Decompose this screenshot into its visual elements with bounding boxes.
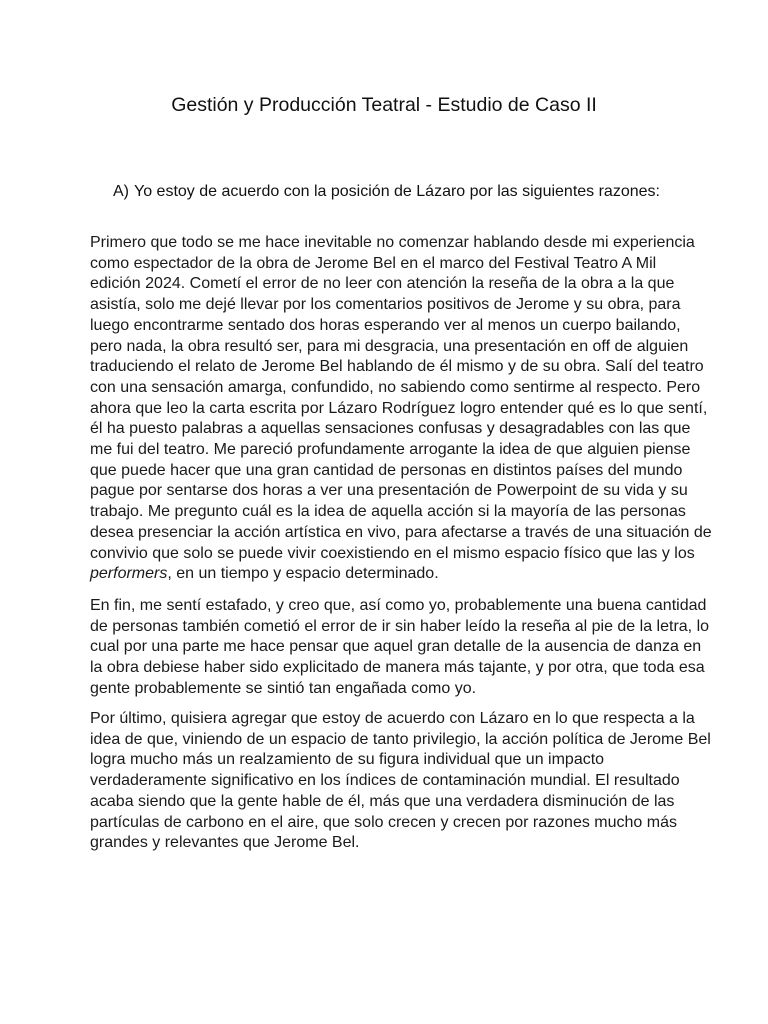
text-line: Por último, quisiera agregar que estoy de acuerdo con Lázaro en lo que respecta a la [90, 710, 695, 727]
text-line: que puede hacer que una gran cantidad de personas en distintos países del mundo [90, 461, 683, 479]
text-line: acaba siendo que la gente hable de él, más que una verdadera disminución de las [90, 792, 675, 810]
text-line: con una sensación amarga, confundido, no sabiendo como sentirme al respecto. Pero [90, 378, 701, 396]
text-line: verdaderamente significativo en los índices de contaminación mundial. El resultado [90, 772, 680, 790]
text-line: él ha puesto palabras a aquellas sensaciones confusas y desagradables con las que [90, 420, 691, 438]
paragraph-2 [90, 596, 710, 700]
text-line: edición 2024. Cometí el error de no leer con atención la reseña de la obra a la que [90, 275, 675, 293]
text-line: me fui del teatro. Me pareció profundamente arrogante la idea de que alguien piense [90, 441, 691, 459]
list-marker: A) [113, 183, 129, 200]
text-line: pague por sentarse dos horas a ver una presentación de Powerpoint de su vida y su [90, 482, 688, 500]
text-line: como espectador de la obra de Jerome Bel en el marco del Festival Teatro A Mil [90, 254, 657, 272]
text-line: desea presenciar la acción artística en vivo, para afectarse a través de una situación de [90, 523, 712, 541]
text-fragment: , en un tiempo y espacio determinado. [167, 565, 439, 583]
list-item-a [113, 181, 713, 203]
text-line: luego encontrarme sentado dos horas esperando ver al menos un cuerpo bailando, [90, 316, 681, 334]
text-line: En fin, me sentí estafado, y creo que, así como yo, probablemente una buena cantidad [90, 597, 707, 614]
text-line: la obra debiese haber sido explicitado de manera más tajante, y por otra, que toda esa [90, 659, 705, 677]
text-line: grandes y relevantes que Jerome Bel. [90, 834, 360, 852]
text-line: pero nada, la obra resultó ser, para mi desgracia, una presentación en off de alguien [90, 337, 689, 355]
text-line: gente probablemente se sintió tan engañada como yo. [90, 679, 477, 697]
text-line: convivio que solo se puede vivir coexistiendo en el mismo espacio físico que las y los [90, 544, 695, 562]
text-line-last [90, 564, 690, 585]
text-line: trabajo. Me pregunto cuál es la idea de aquella acción si la mayoría de las personas [90, 503, 686, 521]
text-line: Primero que todo se me hace inevitable no comenzar hablando desde mi experiencia [90, 234, 695, 251]
text-line: partículas de carbono en el aire, que solo crecen y crecen por razones mucho más [90, 813, 677, 831]
text-line: idea de que, viniendo de un espacio de tanto privilegio, la acción política de Jerome Bel [90, 730, 711, 748]
paragraph-1 [90, 233, 712, 585]
text-line: de personas también cometió el error de ir sin haber leído la reseña al pie de la letra, lo [90, 617, 710, 635]
text-line: cual por una parte me hace pensar que aquel gran detalle de la ausencia de danza en [90, 638, 702, 656]
italic-term: performers [90, 565, 168, 583]
text-line: ahora que leo la carta escrita por Lázaro Rodríguez logro entender qué es lo que sentí, [90, 399, 708, 417]
paragraph-3 [90, 709, 711, 854]
document-title: Gestión y Producción Teatral - Estudio de Caso II [171, 94, 597, 116]
text-line: asistía, solo me dejé llevar por los comentarios positivos de Jerome y su obra, para [90, 296, 681, 314]
list-item-text: Yo estoy de acuerdo con la posición de Lázaro por las siguientes razones: [134, 183, 660, 200]
text-line: traduciendo el relato de Jerome Bel hablando de él mismo y de su obra. Salí del teatro [90, 358, 704, 376]
text-line: logra mucho más un realzamiento de su figura individual que un impacto [90, 751, 605, 769]
